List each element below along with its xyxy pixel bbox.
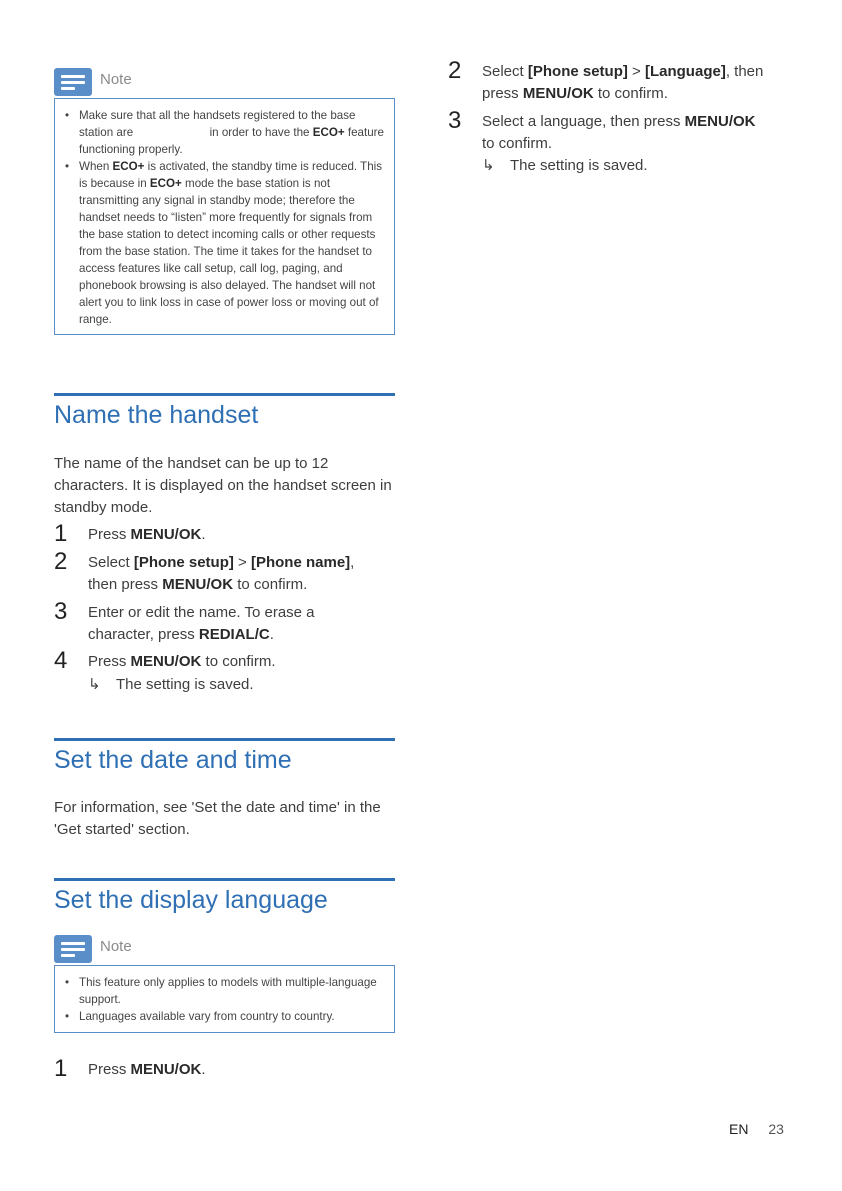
note-item: • This feature only applies to models with multiple-language support.	[65, 974, 384, 1008]
note-item: • Languages available vary from country to country.	[65, 1008, 384, 1025]
note-box	[54, 965, 395, 1033]
note-icon	[54, 68, 92, 96]
note-label: Note	[100, 938, 132, 955]
note-item: • When ECO+ is activated, the standby time is reduced. This is because in ECO+ mode the base station is not transmitting any signal in standby mode; therefore the handset needs to “listen” more frequently for signals from the base station to detect incoming calls or other requests from the base station. The time it takes for the handset to access features like call setup, call log, paging, and phonebook browsing is also delayed. The handset will not alert you to link loss in case of power loss or moving out of range.	[65, 158, 384, 328]
note-header	[54, 68, 254, 98]
result-arrow-icon: ↳	[482, 157, 495, 174]
result-arrow-icon: ↳	[88, 676, 101, 693]
footer-lang: EN	[729, 1121, 749, 1137]
step-result: ↳ The setting is saved.	[482, 155, 648, 177]
date-time-paragraph: For information, see 'Set the date and time' in the 'Get started' section.	[54, 799, 381, 838]
note-item: • Make sure that all the handsets registered to the base station are in order to have the ECO+ feature functioning properly.	[65, 107, 384, 158]
note-header	[54, 935, 254, 965]
section-title-date-time: Set the date and time	[54, 746, 292, 774]
page-number: 23	[768, 1121, 784, 1137]
section-rule	[54, 393, 395, 396]
intro-paragraph: The name of the handset can be up to 12 characters. It is displayed on the handset screen in standby mode.	[54, 455, 392, 516]
step-result: ↳ The setting is saved.	[88, 674, 254, 696]
note-label: Note	[100, 71, 132, 88]
section-title-display-language: Set the display language	[54, 886, 328, 914]
note-icon	[54, 935, 92, 963]
section-rule	[54, 738, 395, 741]
section-title-name-handset: Name the handset	[54, 401, 259, 429]
note-box	[54, 98, 395, 335]
section-rule	[54, 878, 395, 881]
page-footer	[729, 1121, 784, 1137]
